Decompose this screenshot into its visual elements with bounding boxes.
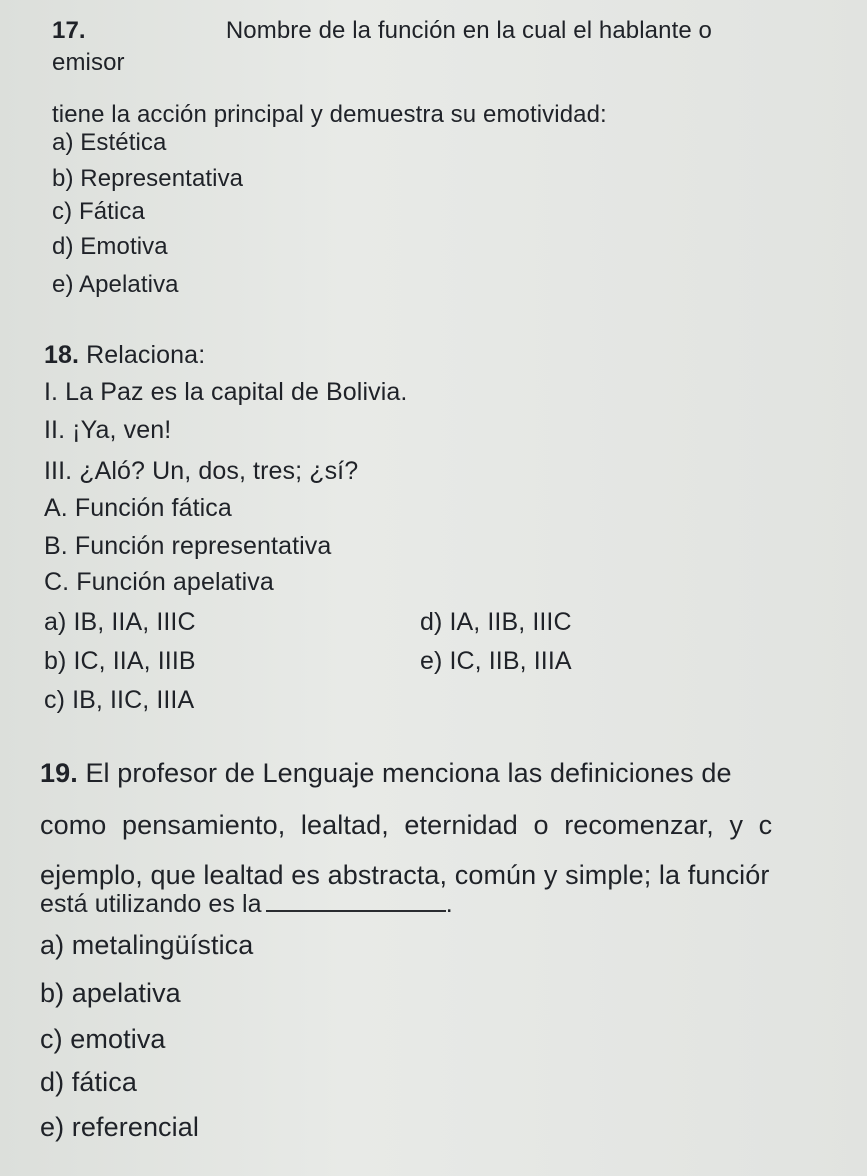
q18-option-a: a) IB, IIA, IIIC (44, 608, 196, 636)
q19-option-d: d) fática (40, 1067, 137, 1097)
q19-option-e: e) referencial (40, 1112, 199, 1142)
q19-line3: ejemplo, que lealtad es abstracta, común y simple; la funciór (40, 860, 770, 890)
q19-option-c: c) emotiva (40, 1024, 166, 1054)
q19-line1 (40, 758, 732, 788)
q17-text-line1: Nombre de la función en la cual el hablante o (225, 17, 712, 44)
q17-option-e: e) Apelativa (52, 271, 179, 298)
q17-number: 17. (52, 17, 86, 44)
q18-function-a: A. Función fática (44, 494, 232, 522)
q17-option-c: c) Fática (52, 198, 145, 225)
q18-heading (44, 340, 205, 370)
q19-line4 (40, 888, 453, 919)
q19-text-line1: El profesor de Lenguaje menciona las definiciones de (85, 758, 732, 788)
q17-line2: emisor (52, 49, 125, 76)
q19-number: 19. (40, 758, 78, 788)
q18-number: 18. (44, 341, 80, 369)
q17-line1 (52, 16, 712, 46)
q18-option-d: d) IA, IIB, IIIC (420, 608, 572, 636)
q18-function-b: B. Función representativa (44, 532, 332, 560)
q18-title: Relaciona: (86, 341, 206, 369)
answer-blank (266, 888, 446, 912)
q18-item-ii: II. ¡Ya, ven! (44, 416, 172, 444)
q17-option-d: d) Emotiva (52, 233, 168, 260)
q17-option-a: a) Estética (52, 129, 167, 156)
q19-text-line4: está utilizando es la (40, 890, 262, 918)
q17-line3: tiene la acción principal y demuestra su emotividad: (52, 101, 607, 128)
q18-function-c: C. Función apelativa (44, 568, 274, 596)
q18-option-b: b) IC, IIA, IIIB (44, 647, 196, 675)
q19-option-a: a) metalingüística (40, 930, 254, 960)
q18-option-c: c) IB, IIC, IIIA (44, 686, 195, 714)
q19-line4-end: . (445, 890, 453, 918)
q19-line2: como pensamiento, lealtad, eternidad o recomenzar, y c (40, 810, 773, 840)
q18-item-iii: III. ¿Aló? Un, dos, tres; ¿sí? (44, 457, 359, 485)
q18-item-i: I. La Paz es la capital de Bolivia. (44, 378, 408, 406)
q18-option-e: e) IC, IIB, IIIA (420, 647, 572, 675)
q19-option-b: b) apelativa (40, 978, 181, 1008)
q17-option-b: b) Representativa (52, 165, 244, 192)
